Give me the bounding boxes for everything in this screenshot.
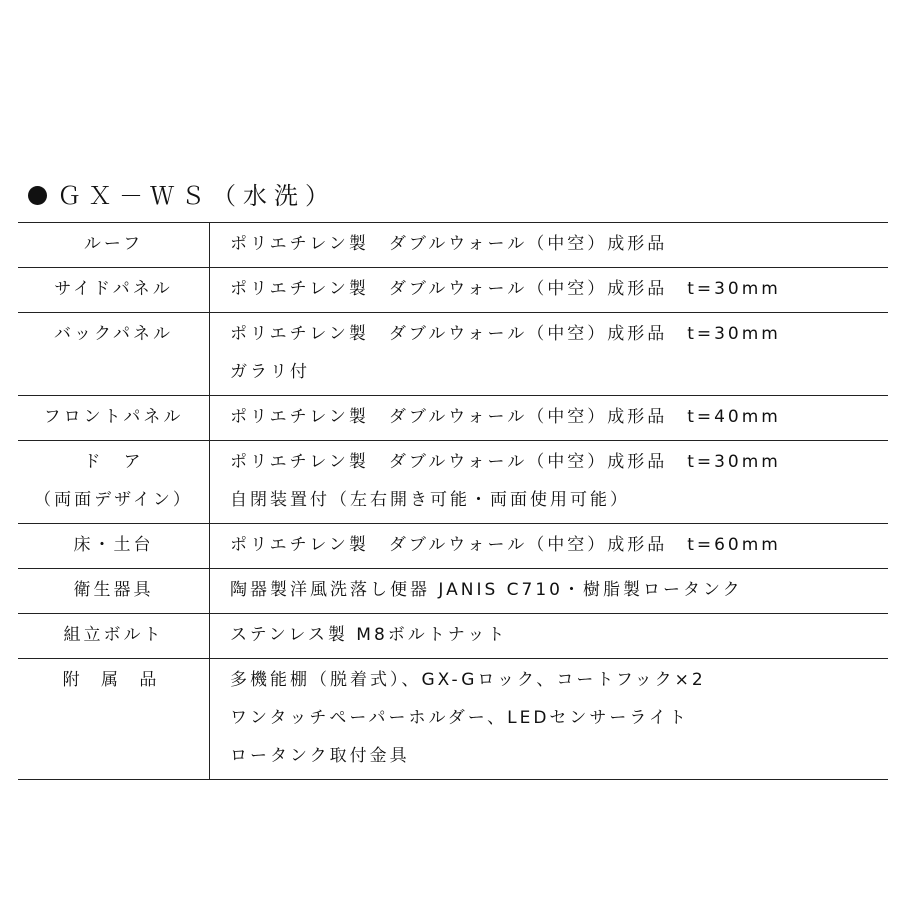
spec-label: フロントパネル <box>43 407 184 427</box>
spec-value: ポリエチレン製 ダブルウォール（中空）成形品 t=30mm <box>230 279 781 299</box>
spec-value-cell <box>210 223 889 268</box>
spec-label-cell <box>18 614 210 659</box>
spec-label: バックパネル <box>54 324 173 344</box>
bullet-icon <box>28 186 47 205</box>
spec-value-cell <box>210 569 889 614</box>
spec-label: （両面デザイン） <box>34 490 193 510</box>
spec-label: 床・土台 <box>73 535 154 555</box>
spec-row-bolts <box>18 614 888 659</box>
spec-row-sanitary <box>18 569 888 614</box>
heading-text: ＧＸ－ＷＳ（水洗） <box>57 182 336 210</box>
spec-label: 附 属 品 <box>62 670 165 690</box>
spec-value-cell <box>210 441 889 524</box>
spec-value: ポリエチレン製 ダブルウォール（中空）成形品 t=30mm <box>230 452 781 472</box>
spec-row-door <box>18 441 888 524</box>
spec-table <box>18 222 888 780</box>
spec-value-cell <box>210 396 889 441</box>
spec-label: ド ア <box>83 452 144 472</box>
spec-label-cell <box>18 396 210 441</box>
spec-value-cell <box>210 268 889 313</box>
spec-label: ルーフ <box>83 234 144 254</box>
spec-label-cell <box>18 223 210 268</box>
spec-value: ポリエチレン製 ダブルウォール（中空）成形品 <box>230 234 668 254</box>
spec-heading <box>28 176 336 216</box>
spec-label: サイドパネル <box>54 279 173 299</box>
spec-label-cell <box>18 441 210 524</box>
spec-value: ポリエチレン製 ダブルウォール（中空）成形品 t=40mm <box>230 407 781 427</box>
spec-label-cell <box>18 524 210 569</box>
spec-value: ステンレス製 M8ボルトナット <box>230 625 508 645</box>
spec-value-cell <box>210 614 889 659</box>
spec-label-cell <box>18 313 210 396</box>
spec-row-side-panel <box>18 268 888 313</box>
spec-label-cell <box>18 659 210 780</box>
spec-value: ポリエチレン製 ダブルウォール（中空）成形品 t=30mm <box>230 324 781 344</box>
spec-label: 衛生器具 <box>73 580 154 600</box>
spec-value-cell <box>210 659 889 780</box>
spec-row-floor <box>18 524 888 569</box>
spec-label-cell <box>18 268 210 313</box>
spec-row-roof <box>18 223 888 268</box>
spec-label-cell <box>18 569 210 614</box>
spec-value: ガラリ付 <box>230 362 310 382</box>
spec-value-cell <box>210 313 889 396</box>
spec-label: 組立ボルト <box>63 625 164 645</box>
spec-row-back-panel <box>18 313 888 396</box>
spec-row-front-panel <box>18 396 888 441</box>
spec-value: ポリエチレン製 ダブルウォール（中空）成形品 t=60mm <box>230 535 781 555</box>
spec-value: 陶器製洋風洗落し便器 JANIS C710・樹脂製ロータンク <box>230 580 743 600</box>
spec-row-accessories <box>18 659 888 780</box>
spec-value-cell <box>210 524 889 569</box>
spec-value: ワンタッチペーパーホルダー、LEDセンサーライト <box>230 708 689 728</box>
spec-value: ロータンク取付金具 <box>230 746 410 766</box>
spec-value: 多機能棚（脱着式）、GX-Gロック、コートフック×2 <box>230 670 706 690</box>
spec-value: 自閉装置付（左右開き可能・両面使用可能） <box>230 490 630 510</box>
